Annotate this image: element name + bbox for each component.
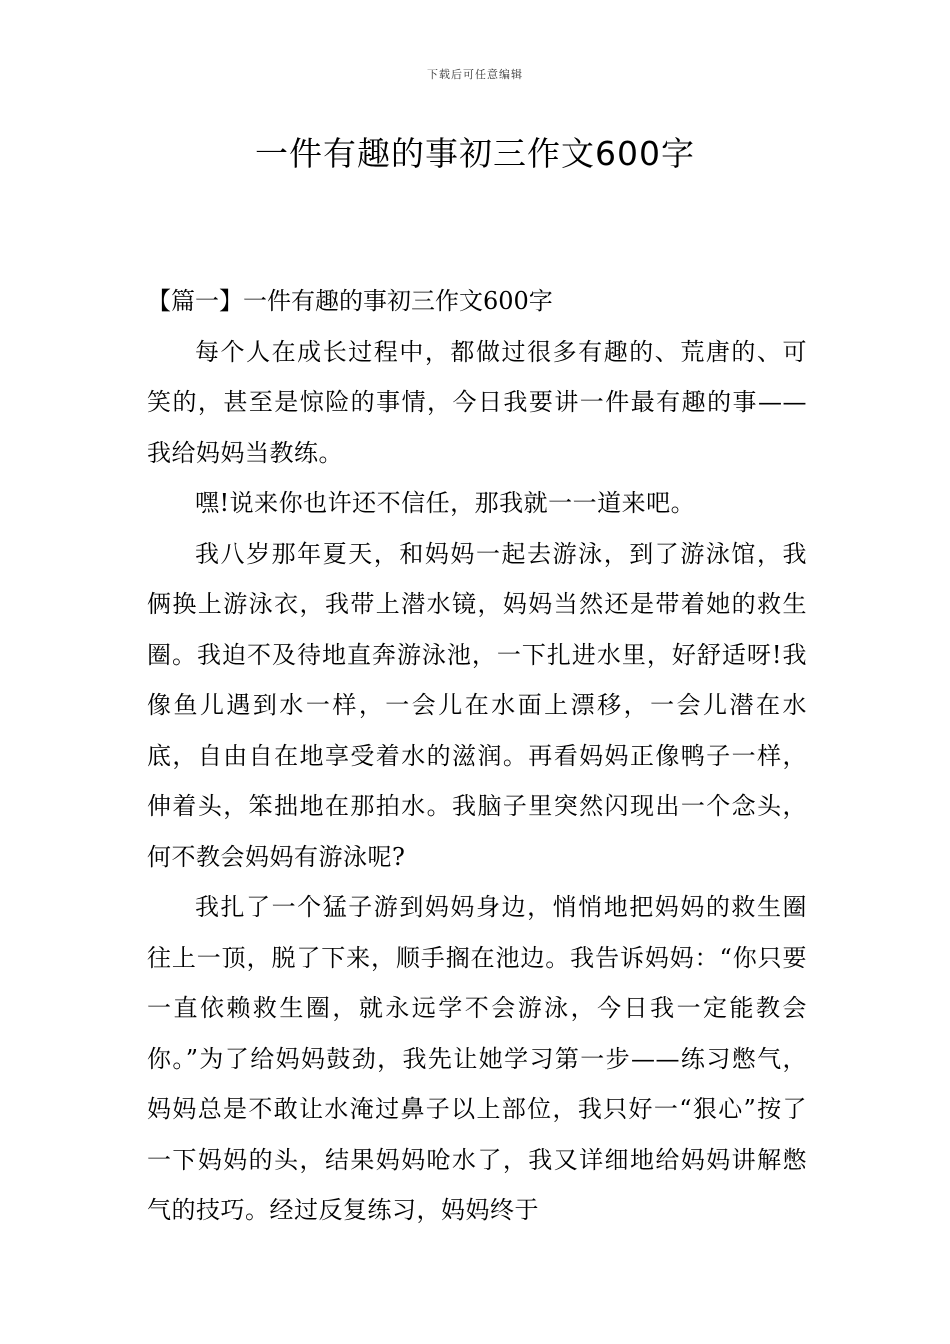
document-body (147, 276, 807, 1236)
document-title: 一件有趣的事初三作文600字 (255, 134, 695, 173)
paragraph-teaching: 我扎了一个猛子游到妈妈身边，悄悄地把妈妈的救生圈往上一顶，脱了下来，顺手搁在池边。我告诉妈妈：“你只要一直依赖救生圈，就永远学不会游泳，今日我一定能教会你。”为了给妈妈鼓劲，我先让她学习第一步——练习憋气，妈妈总是不敢让水淹过鼻子以上部位，我只好一“狠心”按了一下妈妈的头，结果妈妈呛水了，我又详细地给妈妈讲解憋气的技巧。经过反复练习，妈妈终于 (147, 893, 807, 1224)
paragraph-transition: 嘿!说来你也许还不信任，那我就一一道来吧。 (195, 489, 696, 517)
header-note: 下载后可任意编辑 (427, 68, 523, 81)
paragraph-intro: 每个人在成长过程中，都做过很多有趣的、荒唐的、可笑的，甚至是惊险的事情，今日我要讲一件最有趣的事——我给妈妈当教练。 (147, 337, 807, 467)
paragraph-swimming-pool: 我八岁那年夏天，和妈妈一起去游泳，到了游泳馆，我俩换上游泳衣，我带上潜水镜，妈妈当然还是带着她的救生圈。我迫不及待地直奔游泳池，一下扎进水里，好舒适呀!我像鱼儿遇到水一样，一会儿在水面上漂移，一会儿潜在水底，自由自在地享受着水的滋润。再看妈妈正像鸭子一样，伸着头，笨拙地在那拍水。我脑子里突然闪现出一个念头，何不教会妈妈有游泳呢? (147, 539, 807, 871)
section-heading: 【篇一】一件有趣的事初三作文600字 (147, 287, 553, 315)
